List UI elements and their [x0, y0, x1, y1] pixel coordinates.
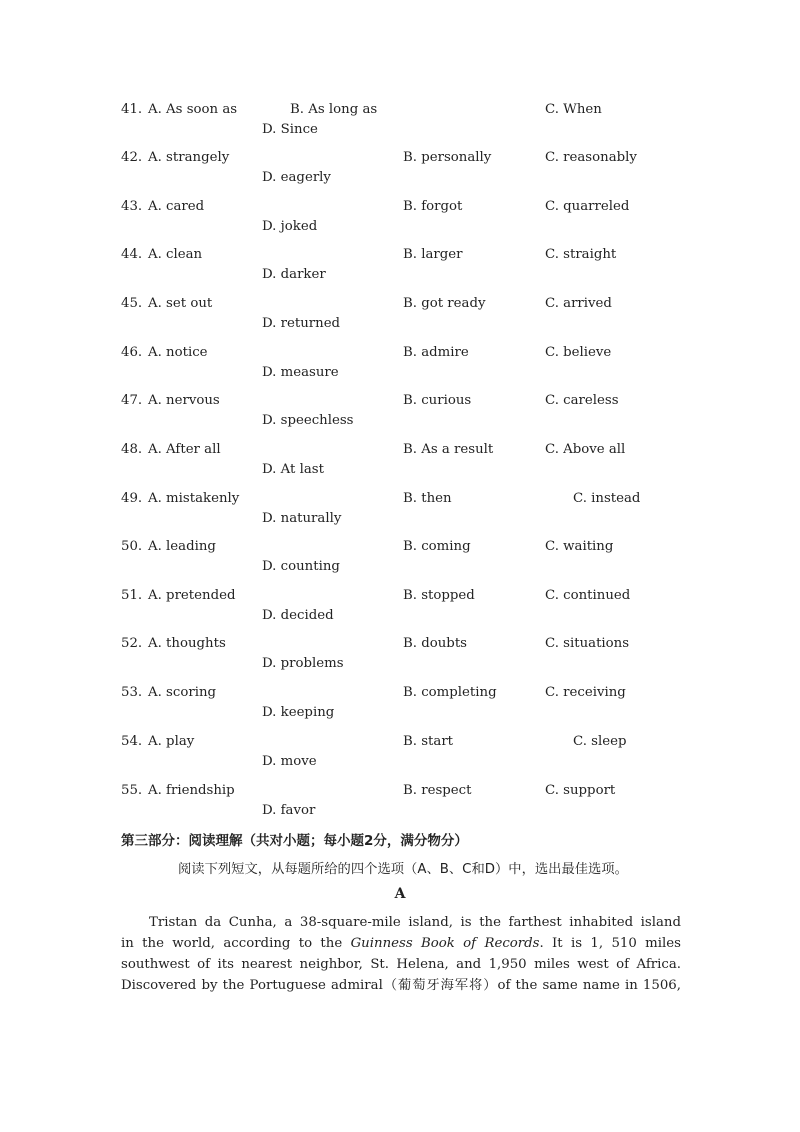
option-a: A. nervous	[148, 393, 220, 408]
passage-line	[121, 933, 681, 954]
option-d: D. decided	[262, 608, 334, 623]
option-c: C. When	[545, 102, 602, 117]
question-45	[0, 296, 800, 344]
option-a: A. mistakenly	[148, 491, 240, 506]
question-47	[0, 393, 800, 441]
option-d: D. returned	[262, 316, 341, 331]
passage-line: Tristan da Cunha, a 38-square-mile island, is the farthest inhabited island	[149, 915, 681, 930]
option-b: B. respect	[403, 783, 472, 798]
question-number: 48.	[121, 442, 143, 457]
question-51	[0, 588, 800, 636]
question-number: 53.	[121, 685, 143, 700]
option-b: B. then	[403, 491, 452, 506]
question-number: 46.	[121, 345, 143, 360]
option-d: D. move	[262, 754, 317, 769]
book-title: Guinness Book of Records	[350, 936, 540, 951]
option-a: A. play	[148, 734, 195, 749]
question-number: 41.	[121, 102, 143, 117]
question-54	[0, 734, 800, 782]
option-d: D. eagerly	[262, 170, 331, 185]
question-41	[0, 102, 800, 150]
option-d: D. naturally	[262, 511, 342, 526]
passage-body	[121, 912, 681, 996]
option-a: A. cared	[148, 199, 205, 214]
question-55	[0, 783, 800, 831]
option-d: D. speechless	[262, 413, 354, 428]
option-d: D. favor	[262, 803, 316, 818]
option-c: C. support	[545, 783, 616, 798]
option-d: D. measure	[262, 365, 339, 380]
question-number: 49.	[121, 491, 143, 506]
option-a: A. scoring	[148, 685, 217, 700]
option-a: A. strangely	[148, 150, 230, 165]
option-c: C. believe	[545, 345, 612, 360]
option-c: C. straight	[545, 247, 617, 262]
option-b: B. As a result	[403, 442, 494, 457]
passage-text: . It is 1, 510 miles	[539, 936, 681, 951]
option-b: B. start	[403, 734, 454, 749]
option-b: B. stopped	[403, 588, 475, 603]
option-b: B. As long as	[290, 102, 378, 117]
option-c: C. instead	[573, 491, 641, 506]
option-c: C. arrived	[545, 296, 612, 311]
option-c: C. continued	[545, 588, 631, 603]
question-number: 54.	[121, 734, 143, 749]
option-d: D. problems	[262, 656, 344, 671]
option-a: A. clean	[148, 247, 203, 262]
option-a: A. After all	[148, 442, 221, 457]
section-instruction: 阅读下列短文，从每题所给的四个选项（A、B、C和D）中，选出最佳选项。	[178, 862, 628, 877]
passage-line: southwest of its nearest neighbor, St. Helena, and 1,950 miles west of Africa.	[121, 957, 681, 972]
passage-text: in the world, according to the	[121, 936, 351, 951]
question-44	[0, 247, 800, 295]
question-number: 52.	[121, 636, 143, 651]
option-b: B. got ready	[403, 296, 486, 311]
option-c: C. careless	[545, 393, 619, 408]
question-52	[0, 636, 800, 684]
option-d: D. darker	[262, 267, 326, 282]
question-number: 51.	[121, 588, 143, 603]
option-c: C. Above all	[545, 442, 626, 457]
option-a: A. pretended	[148, 588, 236, 603]
passage-line: Discovered by the Portuguese admiral（葡萄牙海军将）of the same name in 1506,	[121, 978, 681, 993]
question-number: 43.	[121, 199, 143, 214]
option-b: B. personally	[403, 150, 492, 165]
option-c: C. receiving	[545, 685, 626, 700]
option-a: A. set out	[148, 296, 213, 311]
passage-letter: A	[394, 886, 406, 902]
option-b: B. forgot	[403, 199, 463, 214]
option-a: A. friendship	[148, 783, 235, 798]
question-53	[0, 685, 800, 733]
option-c: C. reasonably	[545, 150, 637, 165]
option-d: D. Since	[262, 122, 318, 137]
option-d: D. joked	[262, 219, 318, 234]
option-b: B. larger	[403, 247, 463, 262]
option-b: B. doubts	[403, 636, 467, 651]
option-b: B. admire	[403, 345, 469, 360]
option-b: B. curious	[403, 393, 472, 408]
option-c: C. waiting	[545, 539, 614, 554]
option-c: C. sleep	[573, 734, 627, 749]
option-c: C. situations	[545, 636, 630, 651]
question-number: 45.	[121, 296, 143, 311]
question-number: 47.	[121, 393, 143, 408]
question-number: 42.	[121, 150, 143, 165]
question-46	[0, 345, 800, 393]
question-42	[0, 150, 800, 198]
option-b: B. coming	[403, 539, 471, 554]
question-number: 55.	[121, 783, 143, 798]
question-50	[0, 539, 800, 587]
question-48	[0, 442, 800, 490]
question-number: 44.	[121, 247, 143, 262]
option-d: D. keeping	[262, 705, 335, 720]
option-a: A. leading	[148, 539, 216, 554]
option-d: D. At last	[262, 462, 324, 477]
option-a: A. As soon as	[148, 102, 238, 117]
option-a: A. notice	[148, 345, 208, 360]
option-d: D. counting	[262, 559, 340, 574]
question-43	[0, 199, 800, 247]
option-c: C. quarreled	[545, 199, 630, 214]
option-a: A. thoughts	[148, 636, 226, 651]
question-number: 50.	[121, 539, 143, 554]
section-title: 第三部分：阅读理解（共对小题；每小题2分，满分物分）	[121, 833, 468, 849]
question-49	[0, 491, 800, 539]
option-b: B. completing	[403, 685, 497, 700]
